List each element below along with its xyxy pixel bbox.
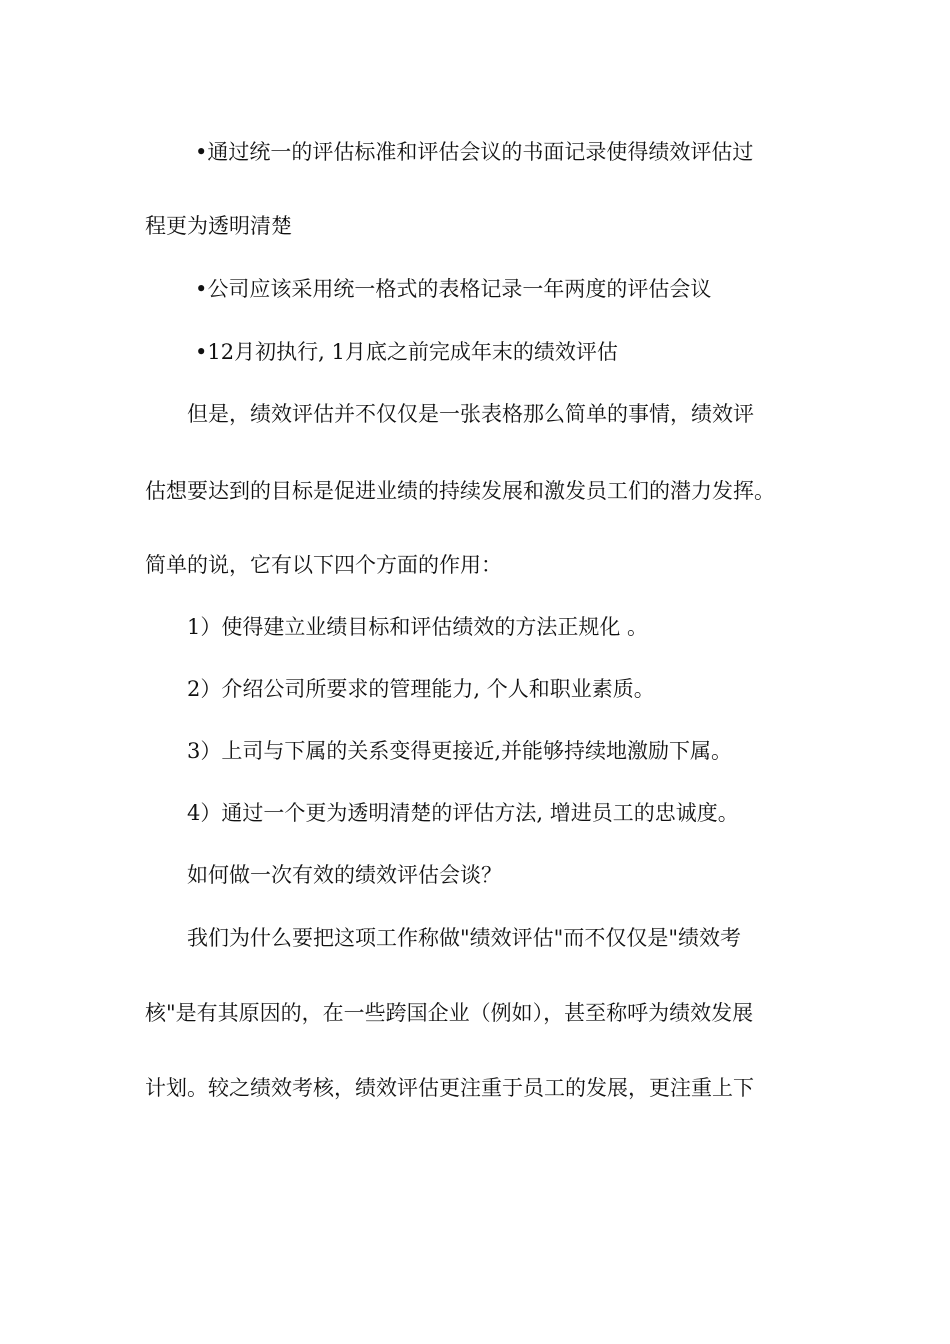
list-item-1: 1）使得建立业绩目标和评估绩效的方法正规化 。 xyxy=(187,615,649,639)
bullet-line-2: •公司应该采用统一格式的表格记录一年两度的评估会议 xyxy=(195,277,712,301)
bullet-line-3: •12月初执行, 1月底之前完成年末的绩效评估 xyxy=(195,340,618,364)
paragraph-line: 我们为什么要把这项工作称做"绩效评估"而不仅仅是"绩效考 xyxy=(187,926,741,950)
paragraph-line: 计划。较之绩效考核，绩效评估更注重于员工的发展，更注重上下 xyxy=(145,1076,754,1100)
paragraph-line: 但是，绩效评估并不仅仅是一张表格那么简单的事情，绩效评 xyxy=(187,402,754,426)
bullet-line-1: •通过统一的评估标准和评估会议的书面记录使得绩效评估过 xyxy=(195,140,754,164)
list-item-4: 4）通过一个更为透明清楚的评估方法, 增进员工的忠诚度。 xyxy=(187,801,739,825)
paragraph-line: 估想要达到的目标是促进业绩的持续发展和激发员工们的潜力发挥。 xyxy=(145,479,775,503)
section-heading: 如何做一次有效的绩效评估会谈？ xyxy=(187,863,502,887)
paragraph-line: 核"是有其原因的，在一些跨国企业（例如），甚至称呼为绩效发展 xyxy=(145,1001,754,1025)
paragraph-line: 简单的说，它有以下四个方面的作用： xyxy=(145,553,502,577)
bullet-line-1-cont: 程更为透明清楚 xyxy=(145,214,292,238)
list-item-2: 2）介绍公司所要求的管理能力, 个人和职业素质。 xyxy=(187,677,655,701)
list-item-3: 3）上司与下属的关系变得更接近,并能够持续地激励下属。 xyxy=(187,739,733,763)
